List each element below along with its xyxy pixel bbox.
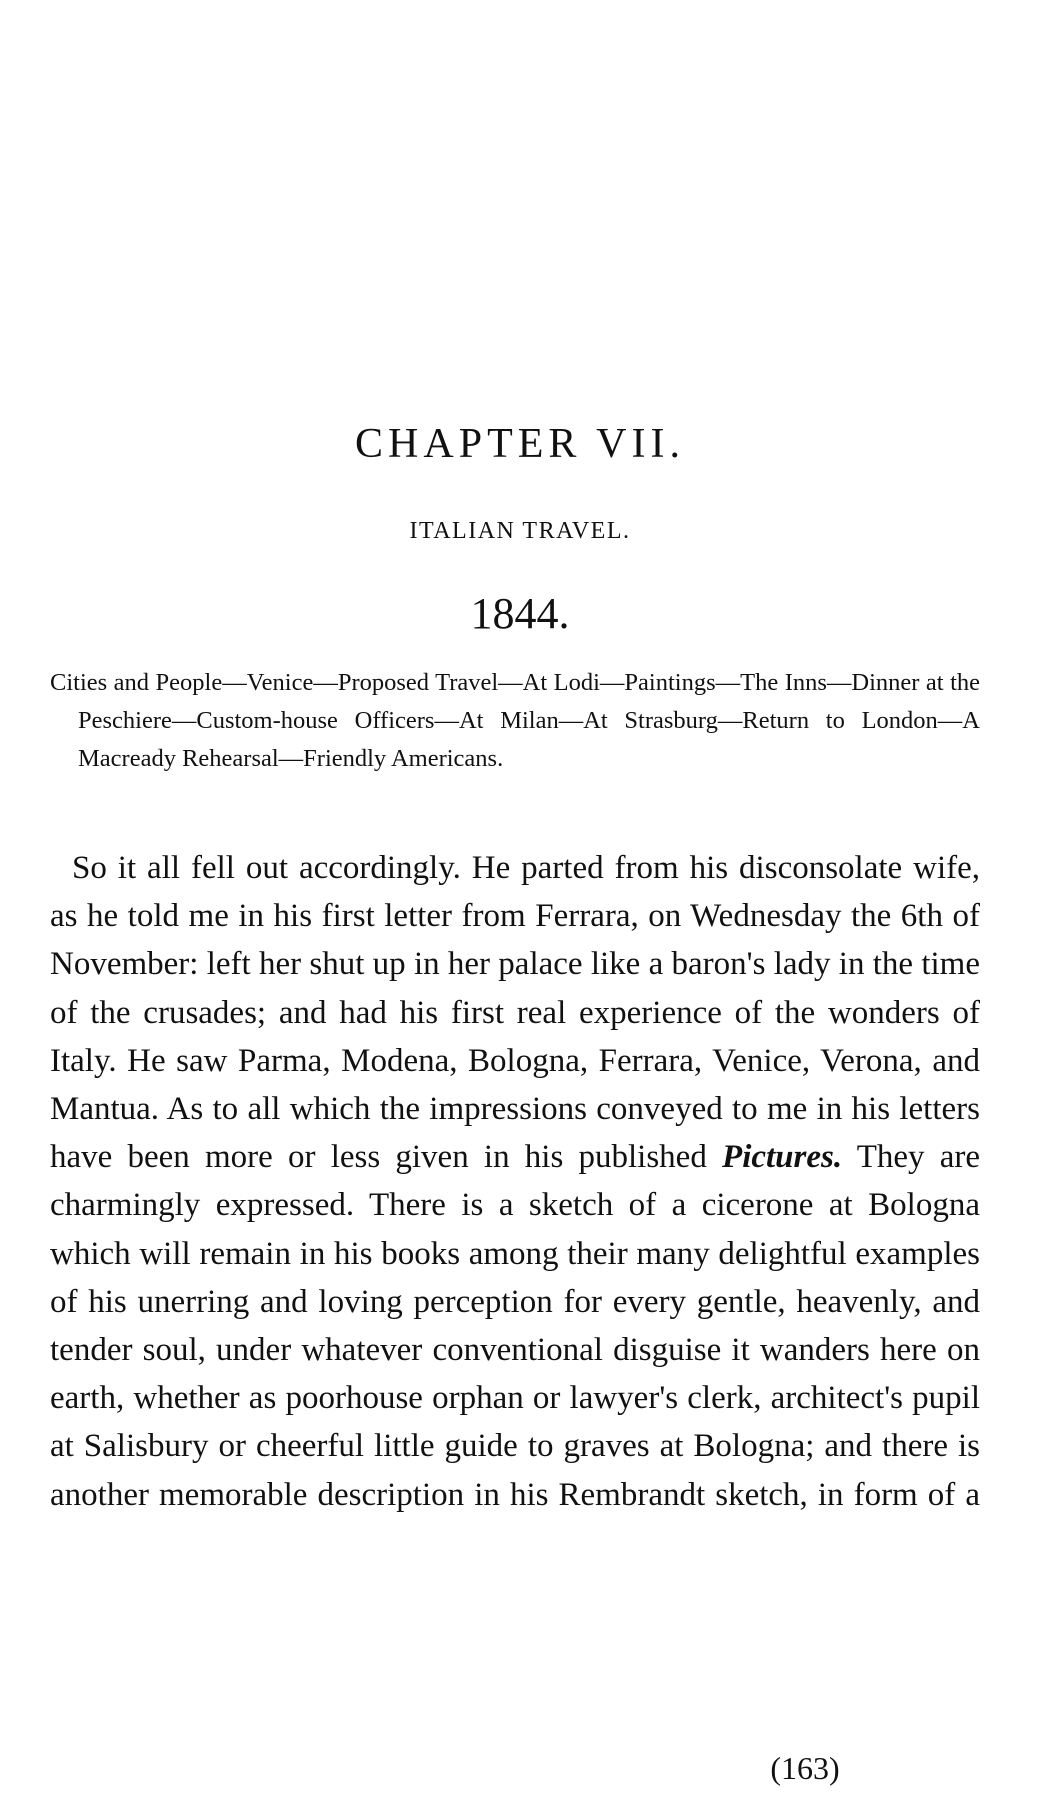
body-text-before-title: So it all fell out accordingly. He parted from his disconsolate wife, as he told me in his first letter from Ferrara, on Wednesday the 6th of November: left her shut up in her palace like a baron's lady in the time of the crusades; and had his first real experience of the wonders of Italy. He saw Parma, Modena, Bologna, Ferrara, Venice, Verona, and Mantua. As to all which the impressions conveyed to me in his letters have been more or less given in his published: [50, 850, 980, 1176]
body-paragraph: [50, 844, 980, 1519]
chapter-summary: Cities and People—Venice—Proposed Travel—At Lodi—Paintings—The Inns—Dinner at the Peschiere—Custom-house Officers—At Milan—At Strasburg—Return to London—A Macready Rehearsal—Friendly Americans.: [50, 669, 980, 772]
body-text-after-title: They are charmingly expressed. There is a sketch of a cicerone at Bologna which will remain in his books among their many delightful examples of his unerring and loving perception for every gentle, heavenly, and tender soul, under whatever conventional disguise it wanders here on earth, whether as poorhouse orphan or lawyer's clerk, architect's pupil at Salisbury or cheerful little guide to graves at Bologna; and there is another memorable description in his Rembrandt sketch, in form of a: [50, 1139, 981, 1513]
chapter-subtitle: ITALIAN TRAVEL.: [409, 518, 631, 544]
chapter-year: 1844.: [470, 589, 570, 638]
book-title-pictures: Pictures.: [722, 1139, 843, 1176]
page-number: (163): [770, 1750, 840, 1786]
chapter-heading: CHAPTER VII.: [355, 421, 685, 467]
